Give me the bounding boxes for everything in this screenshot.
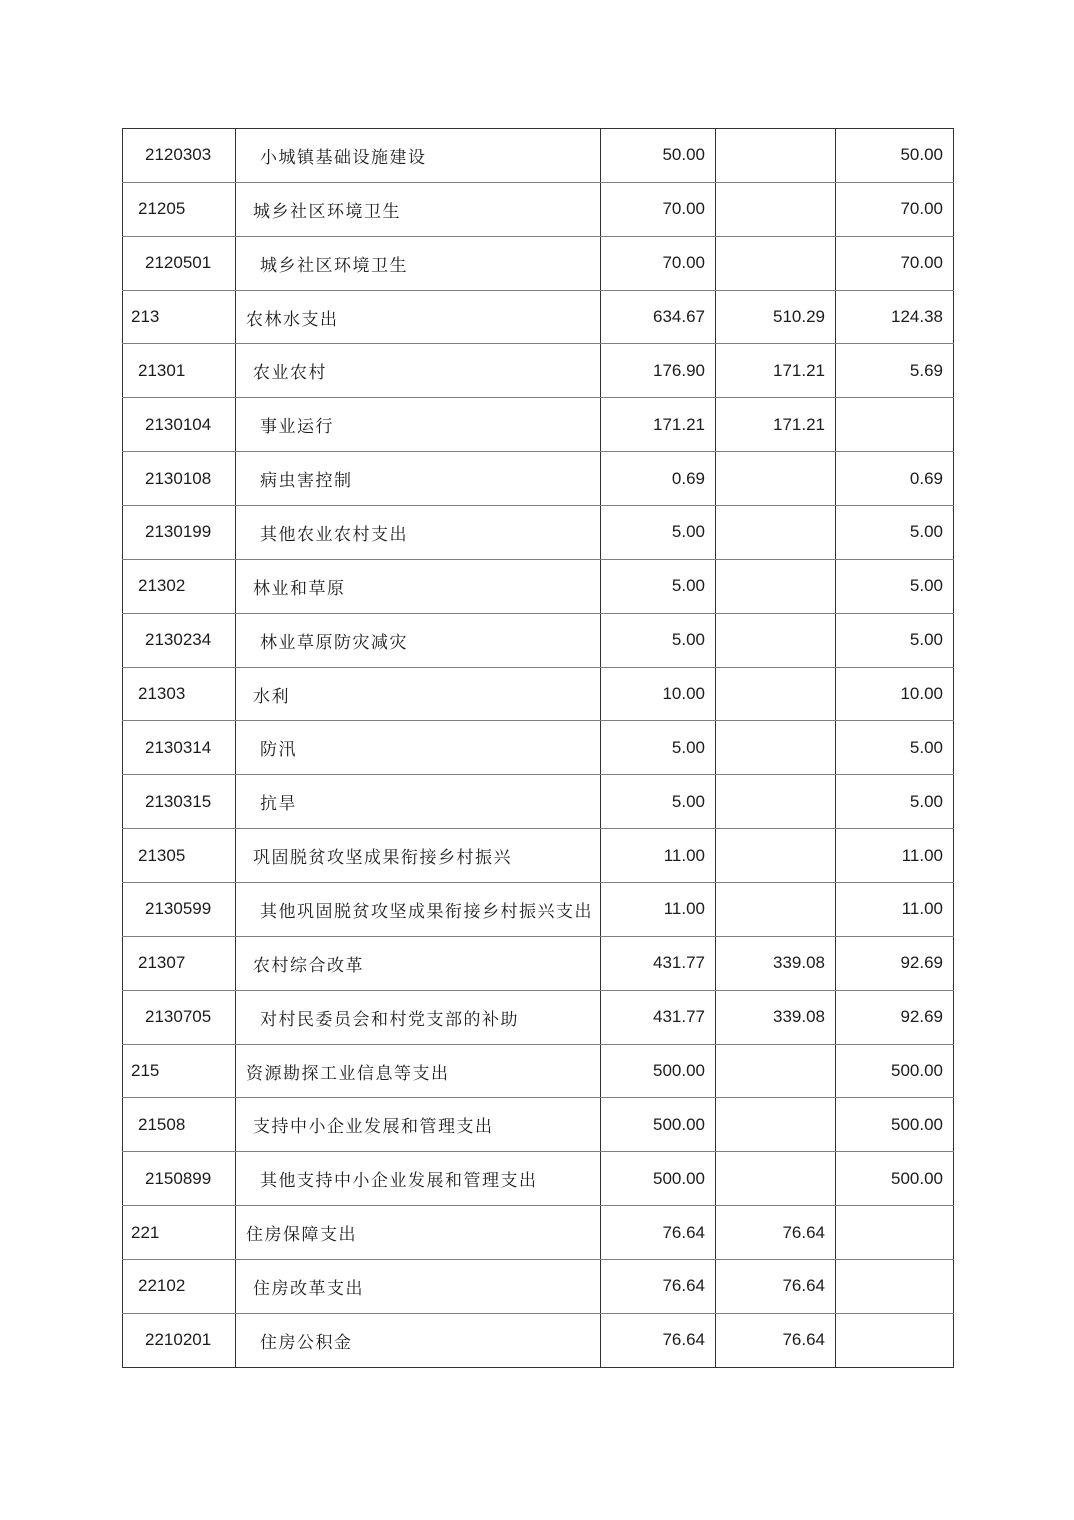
amount-total-cell: 11.00	[601, 883, 716, 937]
amount-col3-cell	[836, 1260, 954, 1314]
amount-total-cell: 76.64	[601, 1260, 716, 1314]
code-cell: 2120501	[123, 236, 236, 290]
table-row	[123, 1152, 954, 1206]
amount-total-cell: 500.00	[601, 1152, 716, 1206]
amount-total-cell: 500.00	[601, 1098, 716, 1152]
amount-col2-cell	[716, 559, 836, 613]
amount-total-cell: 50.00	[601, 129, 716, 183]
table-row	[123, 182, 954, 236]
amount-col3-cell: 500.00	[836, 1098, 954, 1152]
item-name-cell: 农林水支出	[236, 290, 601, 344]
amount-col2-cell	[716, 1152, 836, 1206]
table-row	[123, 1098, 954, 1152]
amount-col2-cell: 76.64	[716, 1313, 836, 1367]
amount-col3-cell: 70.00	[836, 236, 954, 290]
amount-total-cell: 10.00	[601, 667, 716, 721]
table-row	[123, 506, 954, 560]
amount-col3-cell: 50.00	[836, 129, 954, 183]
table-row	[123, 613, 954, 667]
amount-col2-cell	[716, 452, 836, 506]
table-row	[123, 452, 954, 506]
table-row	[123, 775, 954, 829]
amount-col2-cell	[716, 182, 836, 236]
amount-col3-cell: 11.00	[836, 829, 954, 883]
amount-total-cell: 634.67	[601, 290, 716, 344]
code-cell: 21205	[123, 182, 236, 236]
amount-col3-cell: 5.00	[836, 775, 954, 829]
code-cell: 2210201	[123, 1313, 236, 1367]
table-row	[123, 721, 954, 775]
item-name-cell: 事业运行	[236, 398, 601, 452]
code-cell: 2150899	[123, 1152, 236, 1206]
amount-total-cell: 500.00	[601, 1044, 716, 1098]
amount-col3-cell: 5.69	[836, 344, 954, 398]
code-cell: 213	[123, 290, 236, 344]
code-cell: 2130108	[123, 452, 236, 506]
amount-total-cell: 70.00	[601, 236, 716, 290]
item-name-cell: 防汛	[236, 721, 601, 775]
amount-col3-cell: 5.00	[836, 559, 954, 613]
item-name-cell: 支持中小企业发展和管理支出	[236, 1098, 601, 1152]
table-row	[123, 936, 954, 990]
amount-col2-cell	[716, 236, 836, 290]
amount-col3-cell: 5.00	[836, 613, 954, 667]
code-cell: 2130234	[123, 613, 236, 667]
amount-total-cell: 5.00	[601, 775, 716, 829]
code-cell: 22102	[123, 1260, 236, 1314]
amount-col2-cell	[716, 129, 836, 183]
amount-total-cell: 76.64	[601, 1206, 716, 1260]
code-cell: 221	[123, 1206, 236, 1260]
amount-col2-cell: 510.29	[716, 290, 836, 344]
code-cell: 2120303	[123, 129, 236, 183]
item-name-cell: 对村民委员会和村党支部的补助	[236, 990, 601, 1044]
table-row	[123, 667, 954, 721]
amount-col3-cell: 124.38	[836, 290, 954, 344]
amount-col3-cell: 92.69	[836, 936, 954, 990]
amount-col3-cell	[836, 398, 954, 452]
item-name-cell: 其他巩固脱贫攻坚成果衔接乡村振兴支出	[236, 883, 601, 937]
amount-total-cell: 431.77	[601, 990, 716, 1044]
item-name-cell: 城乡社区环境卫生	[236, 182, 601, 236]
table-row	[123, 290, 954, 344]
amount-col2-cell	[716, 1044, 836, 1098]
expenditure-table	[122, 128, 954, 1368]
code-cell: 2130315	[123, 775, 236, 829]
code-cell: 21307	[123, 936, 236, 990]
item-name-cell: 林业和草原	[236, 559, 601, 613]
code-cell: 2130314	[123, 721, 236, 775]
amount-total-cell: 431.77	[601, 936, 716, 990]
amount-col3-cell	[836, 1206, 954, 1260]
code-cell: 21302	[123, 559, 236, 613]
amount-col3-cell: 92.69	[836, 990, 954, 1044]
table-row	[123, 1206, 954, 1260]
amount-col2-cell	[716, 883, 836, 937]
amount-total-cell: 5.00	[601, 613, 716, 667]
item-name-cell: 林业草原防灾减灾	[236, 613, 601, 667]
table-row	[123, 236, 954, 290]
amount-col2-cell: 76.64	[716, 1260, 836, 1314]
amount-col2-cell	[716, 613, 836, 667]
item-name-cell: 农村综合改革	[236, 936, 601, 990]
amount-col2-cell: 339.08	[716, 990, 836, 1044]
item-name-cell: 病虫害控制	[236, 452, 601, 506]
table-row	[123, 398, 954, 452]
code-cell: 21305	[123, 829, 236, 883]
code-cell: 21303	[123, 667, 236, 721]
amount-col2-cell: 76.64	[716, 1206, 836, 1260]
item-name-cell: 农业农村	[236, 344, 601, 398]
amount-col3-cell: 70.00	[836, 182, 954, 236]
code-cell: 2130104	[123, 398, 236, 452]
table-row	[123, 559, 954, 613]
item-name-cell: 住房公积金	[236, 1313, 601, 1367]
amount-col2-cell: 171.21	[716, 344, 836, 398]
table-row	[123, 1044, 954, 1098]
amount-total-cell: 5.00	[601, 721, 716, 775]
code-cell: 215	[123, 1044, 236, 1098]
code-cell: 2130199	[123, 506, 236, 560]
item-name-cell: 城乡社区环境卫生	[236, 236, 601, 290]
table-row	[123, 1313, 954, 1367]
amount-col3-cell: 10.00	[836, 667, 954, 721]
amount-total-cell: 5.00	[601, 506, 716, 560]
table-row	[123, 883, 954, 937]
amount-col3-cell: 500.00	[836, 1152, 954, 1206]
item-name-cell: 巩固脱贫攻坚成果衔接乡村振兴	[236, 829, 601, 883]
amount-total-cell: 70.00	[601, 182, 716, 236]
amount-total-cell: 5.00	[601, 559, 716, 613]
amount-col2-cell	[716, 775, 836, 829]
amount-col3-cell: 11.00	[836, 883, 954, 937]
amount-col3-cell: 5.00	[836, 506, 954, 560]
item-name-cell: 资源勘探工业信息等支出	[236, 1044, 601, 1098]
amount-col2-cell: 171.21	[716, 398, 836, 452]
amount-col2-cell	[716, 721, 836, 775]
amount-col2-cell	[716, 1098, 836, 1152]
table-row	[123, 990, 954, 1044]
expenditure-table-body	[123, 129, 954, 1368]
amount-col3-cell	[836, 1313, 954, 1367]
table-row	[123, 129, 954, 183]
item-name-cell: 住房改革支出	[236, 1260, 601, 1314]
item-name-cell: 水利	[236, 667, 601, 721]
item-name-cell: 其他支持中小企业发展和管理支出	[236, 1152, 601, 1206]
amount-total-cell: 176.90	[601, 344, 716, 398]
amount-total-cell: 11.00	[601, 829, 716, 883]
amount-col2-cell	[716, 829, 836, 883]
item-name-cell: 抗旱	[236, 775, 601, 829]
item-name-cell: 住房保障支出	[236, 1206, 601, 1260]
table-row	[123, 829, 954, 883]
code-cell: 2130705	[123, 990, 236, 1044]
code-cell: 21301	[123, 344, 236, 398]
amount-total-cell: 0.69	[601, 452, 716, 506]
table-row	[123, 1260, 954, 1314]
amount-col2-cell: 339.08	[716, 936, 836, 990]
amount-col2-cell	[716, 667, 836, 721]
amount-col3-cell: 500.00	[836, 1044, 954, 1098]
table-row	[123, 344, 954, 398]
amount-total-cell: 171.21	[601, 398, 716, 452]
code-cell: 2130599	[123, 883, 236, 937]
amount-col2-cell	[716, 506, 836, 560]
amount-col3-cell: 5.00	[836, 721, 954, 775]
item-name-cell: 小城镇基础设施建设	[236, 129, 601, 183]
amount-total-cell: 76.64	[601, 1313, 716, 1367]
amount-col3-cell: 0.69	[836, 452, 954, 506]
code-cell: 21508	[123, 1098, 236, 1152]
item-name-cell: 其他农业农村支出	[236, 506, 601, 560]
